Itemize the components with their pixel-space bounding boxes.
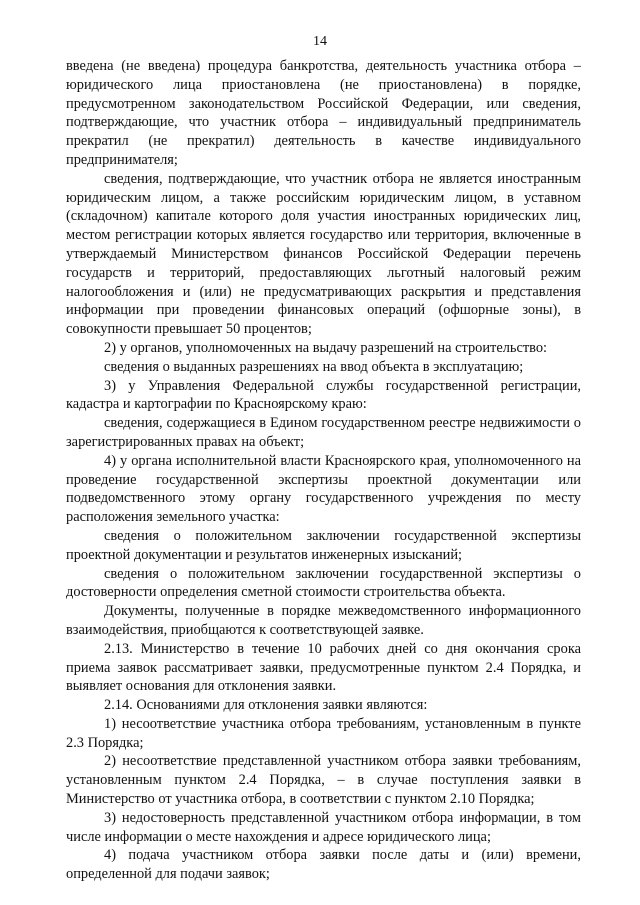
paragraph: 2.14. Основаниями для отклонения заявки являются: — [104, 697, 428, 714]
page-number: 14 — [313, 34, 327, 49]
paragraph: сведения, подтверждающие, что участник отбора не является иностранным юридическим лицом, а также российским юридическим лицом, в уставном (складочном) капитале которого доля участия иностранных юридических лиц, местом регистрации которых является государство или территория, включенные в утверждаемый Министерством финансов Российской Федерации перечень государств и территорий, предоставляющих льготный налоговый режим налогообложения и (или) не предусматривающих раскрытия и представления информации при проведении финансовых операций (офшорные зоны), в совокупности превышает 50 процентов; — [66, 170, 581, 338]
paragraph: 3) недостоверность представленной участником отбора информации, в том числе информации о месте нахождения и адресе юридического лица; — [66, 809, 581, 845]
paragraph: 4) подача участником отбора заявки после даты и (или) времени, определенной для подачи заявок; — [66, 847, 581, 883]
paragraph: сведения о положительном заключении государственной экспертизы о достоверности определения сметной стоимости строительства объекта. — [66, 565, 581, 601]
paragraph: 3) у Управления Федеральной службы государственной регистрации, кадастра и картографии по Красноярскому краю: — [66, 377, 581, 413]
paragraph: 4) у органа исполнительной власти Красноярского края, уполномоченного на проведение государственной экспертизы проектной документации или подведомственного этому органу государственного учреждения по месту расположения земельного участка: — [66, 452, 581, 526]
paragraph: 2.13. Министерство в течение 10 рабочих дней со дня окончания срока приема заявок рассматривает заявки, предусмотренные пунктом 2.4 Порядка, и выявляет основания для отклонения заявки. — [66, 640, 581, 695]
paragraph: 1) несоответствие участника отбора требованиям, установленным в пункте 2.3 Порядка; — [66, 715, 581, 751]
document-body — [66, 57, 581, 884]
paragraph: сведения, содержащиеся в Едином государственном реестре недвижимости о зарегистрированных правах на объект; — [66, 415, 581, 450]
paragraph: сведения о выданных разрешениях на ввод объекта в эксплуатацию; — [104, 358, 524, 375]
paragraph: 2) несоответствие представленной участником отбора заявки требованиям, установленным пунктом 2.4 Порядка, – в случае поступления заявки в Министерство от участника отбора, в соответствии с пунктом 2.10 Порядка; — [66, 753, 581, 808]
paragraph: Документы, полученные в порядке межведомственного информационного взаимодействия, приобщаются к соответствующей заявке. — [66, 603, 581, 638]
paragraph: 2) у органов, уполномоченных на выдачу разрешений на строительство: — [104, 339, 548, 356]
paragraph: введена (не введена) процедура банкротства, деятельность участника отбора – юридического лица приостановлена (не приостановлена) в порядке, предусмотренном законодательством Российской Федерации, или сведения, подтверждающие, что участник отбора – индивидуальный предприниматель прекратил (не прекратил) деятельность в качестве индивидуального предпринимателя; — [66, 58, 581, 168]
paragraph: сведения о положительном заключении государственной экспертизы проектной документации и результатов инженерных изысканий; — [66, 527, 581, 563]
